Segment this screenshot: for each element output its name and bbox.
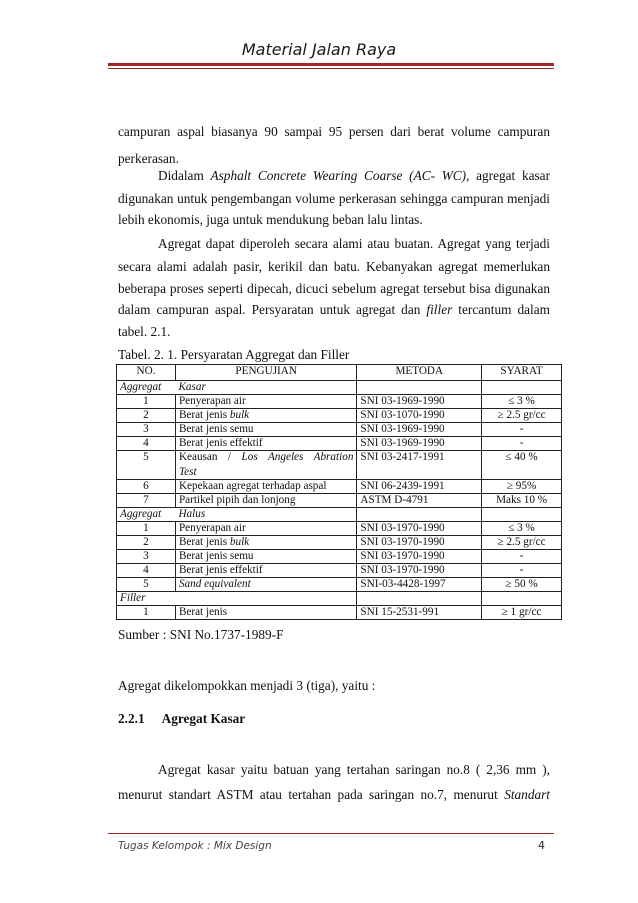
table-row: 6 Kepekaan agregat terhadap aspal SNI 06-2439-1991 ≥ 95% [117, 480, 562, 494]
footer-rule [108, 833, 554, 834]
requirements-table [116, 364, 562, 620]
col-header-no: NO. [117, 365, 176, 381]
group-sublabel: Halus [178, 508, 206, 520]
group-label: Aggregat [120, 508, 162, 520]
group-label: Filler [120, 592, 146, 604]
group-row-halus [117, 508, 562, 522]
table-row: 3 Berat jenis semu SNI 03-1970-1990 - [117, 550, 562, 564]
body-line: Agregat dikelompokkan menjadi 3 (tiga), yaitu : [118, 678, 376, 693]
body-line: tabel. 2.1. [118, 324, 171, 339]
col-header-pengujian: PENGUJIAN [175, 365, 356, 381]
body-line: Agregat dapat diperoleh secara alami atau buatan. Agregat yang terjadi [158, 236, 550, 251]
table-row: 1 Penyerapan air SNI 03-1969-1990 ≤ 3 % [117, 395, 562, 409]
table-source: Sumber : SNI No.1737-1989-F [118, 627, 284, 642]
body-line: dalam campuran aspal. Persyaratan untuk agregat dan filler tercantum dalam [118, 302, 550, 317]
body-line: menurut standart ASTM atau tertahan pada saringan no.7, menurut Standart [118, 787, 550, 802]
table-row: 4 Berat jenis effektif SNI 03-1969-1990 - [117, 437, 562, 451]
body-line: digunakan untuk pengembangan volume perkerasan sehingga campuran menjadi [118, 191, 550, 206]
group-sublabel: Kasar [178, 381, 206, 393]
header-rule-thin [108, 68, 554, 69]
body-line: beberapa proses seperti dipecah, dicuci sebelum agregat tersebut bisa digunakan [118, 281, 550, 296]
table-row: 2 Berat jenis bulk SNI 03-1070-1990 ≥ 2.5 gr/cc [117, 409, 562, 423]
table-row: 1 Berat jenis SNI 15-2531-991 ≥ 1 gr/cc [117, 606, 562, 620]
body-line: Didalam Asphalt Concrete Wearing Coarse (AC- WC), agregat kasar [158, 168, 550, 183]
table-header-row [117, 365, 562, 381]
section-number: 2.2.1 [118, 711, 145, 726]
table-row: 7 Partikel pipih dan lonjong ASTM D-4791 Maks 10 % [117, 494, 562, 508]
table-row: 5 Keausan / Los Angeles Abration Test SNI 03-2417-1991 ≤ 40 % [117, 451, 562, 480]
col-header-metoda: METODA [357, 365, 482, 381]
table-row: 5 Sand equivalent SNI-03-4428-1997 ≥ 50 % [117, 578, 562, 592]
footer-label: Tugas Kelompok : Mix Design [118, 840, 272, 852]
table-row: 3 Berat jenis semu SNI 03-1969-1990 - [117, 423, 562, 437]
group-row-kasar [117, 381, 562, 395]
table-row: 1 Penyerapan air SNI 03-1970-1990 ≤ 3 % [117, 522, 562, 536]
group-label: Aggregat [120, 381, 162, 393]
table-caption: Tabel. 2. 1. Persyaratan Aggregat dan Filler [118, 347, 350, 362]
body-line: campuran aspal biasanya 90 sampai 95 persen dari berat volume campuran [118, 124, 550, 139]
running-header-title: Material Jalan Raya [241, 40, 397, 59]
header-rule-thick [108, 63, 554, 66]
page-number: 4 [538, 839, 545, 852]
body-line: secara alami adalah pasir, kerikil dan batu. Kebanyakan agregat memerlukan [118, 259, 550, 274]
section-title: Agregat Kasar [161, 711, 246, 726]
body-line: perkerasan. [118, 151, 179, 166]
group-row-filler [117, 592, 562, 606]
table-row: 2 Berat jenis bulk SNI 03-1970-1990 ≥ 2.5 gr/cc [117, 536, 562, 550]
body-line: Agregat kasar yaitu batuan yang tertahan saringan no.8 ( 2,36 mm ), [158, 762, 550, 777]
section-heading [118, 711, 245, 727]
term-italic: Asphalt Concrete Wearing Coarse (AC- WC) [210, 168, 467, 183]
term-italic: Standart [504, 787, 550, 802]
body-line: lebih ekonomis, juga untuk mendukung beban lalu lintas. [118, 212, 423, 227]
table-row: 4 Berat jenis effektif SNI 03-1970-1990 - [117, 564, 562, 578]
col-header-syarat: SYARAT [482, 365, 562, 381]
term-italic: filler [426, 302, 453, 317]
